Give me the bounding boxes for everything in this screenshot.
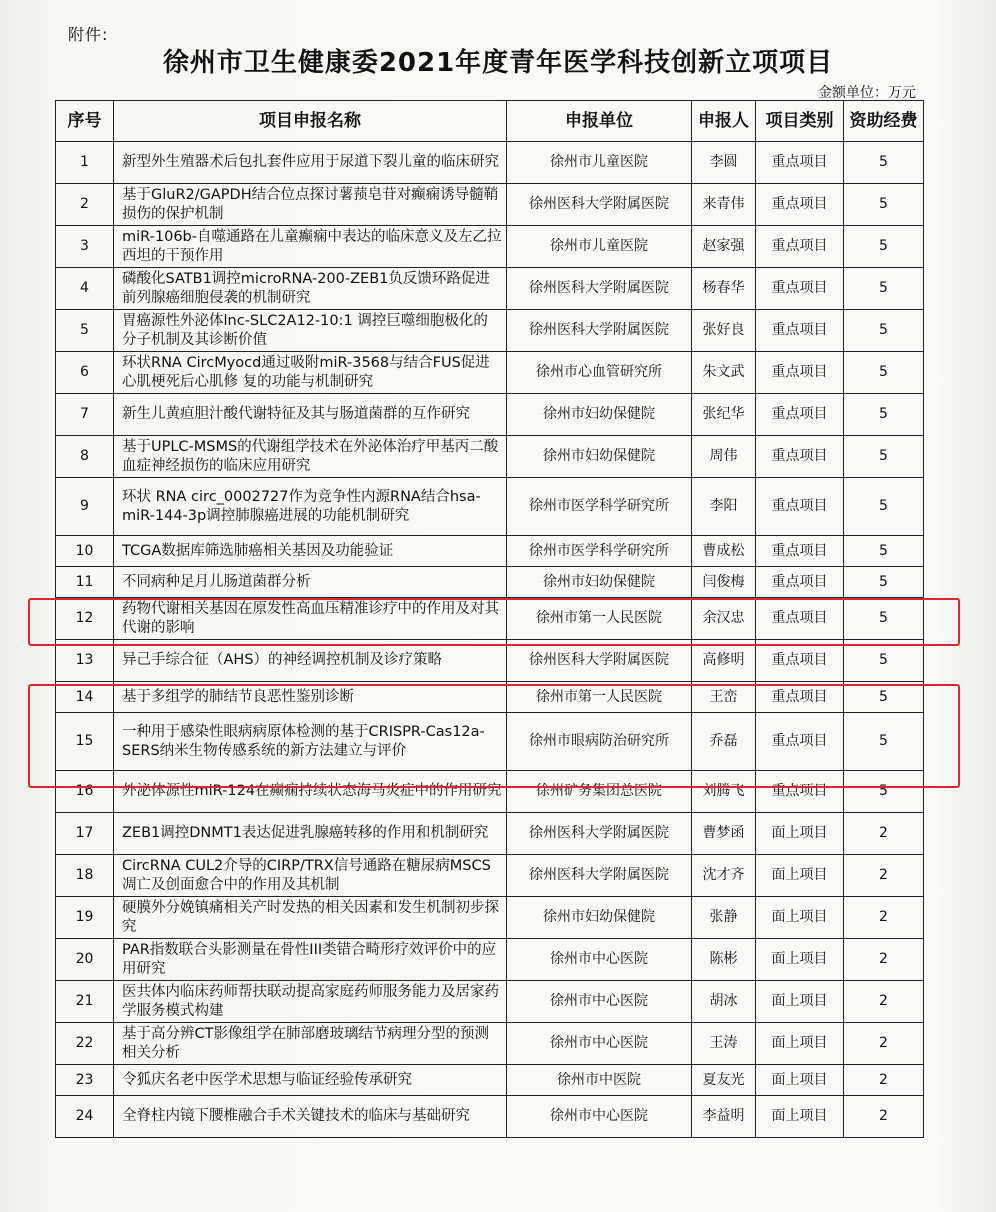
table-body	[56, 142, 924, 1138]
project-category: 重点项目	[756, 640, 844, 682]
row-number: 18	[56, 855, 114, 897]
project-name: 药物代谢相关基因在原发性高血压精准诊疗中的作用及对其代谢的影响	[114, 598, 507, 640]
table-row	[56, 771, 924, 813]
applicant-unit: 徐州医科大学附属医院	[507, 184, 692, 226]
table-row	[56, 855, 924, 897]
table-row	[56, 226, 924, 268]
funding-amount: 2	[844, 1065, 924, 1096]
applicant-name: 杨春华	[692, 268, 756, 310]
table-row	[56, 536, 924, 567]
funding-amount: 5	[844, 536, 924, 567]
funding-amount: 2	[844, 939, 924, 981]
project-name: 医共体内临床药师帮扶联动提高家庭药师服务能力及居家药学服务模式构建	[114, 981, 507, 1023]
project-name: ZEB1调控DNMT1表达促进乳腺癌转移的作用和机制研究	[114, 813, 507, 855]
row-number: 3	[56, 226, 114, 268]
project-name: PAR指数联合头影测量在骨性III类错合畸形疗效评价中的应用研究	[114, 939, 507, 981]
row-number: 10	[56, 536, 114, 567]
row-number: 7	[56, 394, 114, 436]
amount-unit-note: 金额单位：万元	[818, 85, 916, 101]
table-row	[56, 1065, 924, 1096]
applicant-name: 周伟	[692, 436, 756, 478]
attachment-label: 附件:	[68, 25, 109, 44]
applicant-name: 李阳	[692, 478, 756, 536]
funding-amount: 5	[844, 567, 924, 598]
applicant-unit: 徐州市心血管研究所	[507, 352, 692, 394]
applicant-name: 余汉忠	[692, 598, 756, 640]
project-name: miR-106b-自噬通路在儿童癫痫中表达的临床意义及左乙拉西坦的干预作用	[114, 226, 507, 268]
applicant-unit: 徐州医科大学附属医院	[507, 855, 692, 897]
project-category: 重点项目	[756, 598, 844, 640]
project-category: 面上项目	[756, 1096, 844, 1138]
table-row	[56, 352, 924, 394]
header-applicant: 申报人	[692, 101, 756, 142]
table-header-row	[56, 101, 924, 142]
applicant-unit: 徐州市眼病防治研究所	[507, 713, 692, 771]
row-number: 6	[56, 352, 114, 394]
applicant-unit: 徐州医科大学附属医院	[507, 268, 692, 310]
applicant-unit: 徐州市妇幼保健院	[507, 567, 692, 598]
applicant-name: 胡冰	[692, 981, 756, 1023]
project-name: 外泌体源性miR-124在癫痫持续状态海马炎症中的作用研究	[114, 771, 507, 813]
row-number: 12	[56, 598, 114, 640]
project-category: 重点项目	[756, 682, 844, 713]
project-category: 面上项目	[756, 897, 844, 939]
applicant-name: 张静	[692, 897, 756, 939]
row-number: 1	[56, 142, 114, 184]
project-name: 胃癌源性外泌体lnc-SLC2A12-10:1 调控巨噬细胞极化的分子机制及其诊断价值	[114, 310, 507, 352]
funding-amount: 5	[844, 226, 924, 268]
table-row	[56, 939, 924, 981]
applicant-name: 赵家强	[692, 226, 756, 268]
row-number: 15	[56, 713, 114, 771]
project-name: 异己手综合征（AHS）的神经调控机制及诊疗策略	[114, 640, 507, 682]
applicant-unit: 徐州医科大学附属医院	[507, 640, 692, 682]
applicant-name: 乔磊	[692, 713, 756, 771]
applicant-name: 曹成松	[692, 536, 756, 567]
table-row	[56, 640, 924, 682]
funding-amount: 5	[844, 142, 924, 184]
applicant-unit: 徐州市第一人民医院	[507, 598, 692, 640]
project-category: 重点项目	[756, 713, 844, 771]
table-row	[56, 1096, 924, 1138]
project-category: 面上项目	[756, 1065, 844, 1096]
table-row	[56, 682, 924, 713]
project-category: 重点项目	[756, 436, 844, 478]
applicant-name: 李圆	[692, 142, 756, 184]
funding-amount: 5	[844, 436, 924, 478]
applicant-unit: 徐州矿务集团总医院	[507, 771, 692, 813]
funding-amount: 5	[844, 478, 924, 536]
project-name: 基于高分辨CT影像组学在肺部磨玻璃结节病理分型的预测相关分析	[114, 1023, 507, 1065]
applicant-name: 来青伟	[692, 184, 756, 226]
project-category: 重点项目	[756, 771, 844, 813]
row-number: 22	[56, 1023, 114, 1065]
header-project-name: 项目申报名称	[114, 101, 507, 142]
table-row	[56, 268, 924, 310]
row-number: 11	[56, 567, 114, 598]
funding-amount: 2	[844, 1023, 924, 1065]
applicant-unit: 徐州市医学科学研究所	[507, 536, 692, 567]
table-row	[56, 1023, 924, 1065]
project-category: 重点项目	[756, 142, 844, 184]
project-category: 重点项目	[756, 536, 844, 567]
applicant-unit: 徐州市中心医院	[507, 981, 692, 1023]
header-category: 项目类别	[756, 101, 844, 142]
project-name: 基于GluR2/GAPDH结合位点探讨薯蓣皂苷对癫痫诱导髓鞘损伤的保护机制	[114, 184, 507, 226]
funding-amount: 2	[844, 1096, 924, 1138]
table-row	[56, 142, 924, 184]
project-category: 重点项目	[756, 226, 844, 268]
table-row	[56, 310, 924, 352]
applicant-unit: 徐州市妇幼保健院	[507, 394, 692, 436]
row-number: 23	[56, 1065, 114, 1096]
applicant-unit: 徐州市中心医院	[507, 1096, 692, 1138]
funding-amount: 5	[844, 352, 924, 394]
applicant-unit: 徐州市中心医院	[507, 1023, 692, 1065]
page-title: 徐州市卫生健康委2021年度青年医学科技创新立项项目	[162, 48, 834, 78]
project-category: 面上项目	[756, 981, 844, 1023]
applicant-name: 刘腾飞	[692, 771, 756, 813]
row-number: 16	[56, 771, 114, 813]
applicant-unit: 徐州市中医院	[507, 1065, 692, 1096]
table-row	[56, 394, 924, 436]
table-row	[56, 598, 924, 640]
applicant-name: 陈彬	[692, 939, 756, 981]
applicant-name: 高修明	[692, 640, 756, 682]
applicant-name: 朱文武	[692, 352, 756, 394]
row-number: 13	[56, 640, 114, 682]
project-category: 面上项目	[756, 939, 844, 981]
project-name: 一种用于感染性眼病病原体检测的基于CRISPR-Cas12a-SERS纳米生物传感系统的新方法建立与评价	[114, 713, 507, 771]
funding-amount: 5	[844, 771, 924, 813]
table-row	[56, 897, 924, 939]
table-row	[56, 436, 924, 478]
row-number: 4	[56, 268, 114, 310]
project-category: 面上项目	[756, 1023, 844, 1065]
project-name: 磷酸化SATB1调控microRNA-200-ZEB1负反馈环路促进前列腺癌细胞侵袭的机制研究	[114, 268, 507, 310]
project-name: 全脊柱内镜下腰椎融合手术关键技术的临床与基础研究	[114, 1096, 507, 1138]
project-name: 不同病种足月儿肠道菌群分析	[114, 567, 507, 598]
applicant-unit: 徐州市医学科学研究所	[507, 478, 692, 536]
project-category: 重点项目	[756, 310, 844, 352]
project-name: 新生儿黄疸胆汁酸代谢特征及其与肠道菌群的互作研究	[114, 394, 507, 436]
applicant-name: 王涛	[692, 1023, 756, 1065]
table-row	[56, 184, 924, 226]
applicant-name: 张好良	[692, 310, 756, 352]
funding-amount: 5	[844, 713, 924, 771]
header-unit: 申报单位	[507, 101, 692, 142]
applicant-unit: 徐州市儿童医院	[507, 142, 692, 184]
header-funding: 资助经费	[844, 101, 924, 142]
project-category: 面上项目	[756, 855, 844, 897]
funding-amount: 2	[844, 813, 924, 855]
funding-amount: 5	[844, 394, 924, 436]
applicant-name: 夏友光	[692, 1065, 756, 1096]
row-number: 24	[56, 1096, 114, 1138]
row-number: 20	[56, 939, 114, 981]
applicant-unit: 徐州市儿童医院	[507, 226, 692, 268]
project-name: 硬膜外分娩镇痛相关产时发热的相关因素和发生机制初步探究	[114, 897, 507, 939]
applicant-name: 王峦	[692, 682, 756, 713]
project-name: CircRNA CUL2介导的CIRP/TRX信号通路在糖尿病MSCS凋亡及创面愈合中的作用及其机制	[114, 855, 507, 897]
applicant-name: 闫俊梅	[692, 567, 756, 598]
applicant-unit: 徐州市第一人民医院	[507, 682, 692, 713]
funding-amount: 5	[844, 310, 924, 352]
funding-amount: 2	[844, 981, 924, 1023]
applicant-unit: 徐州市妇幼保健院	[507, 897, 692, 939]
table-row	[56, 713, 924, 771]
applicant-unit: 徐州医科大学附属医院	[507, 813, 692, 855]
funding-amount: 5	[844, 682, 924, 713]
project-category: 重点项目	[756, 567, 844, 598]
applicant-name: 张纪华	[692, 394, 756, 436]
row-number: 8	[56, 436, 114, 478]
project-category: 重点项目	[756, 394, 844, 436]
row-number: 21	[56, 981, 114, 1023]
applicant-name: 曹梦函	[692, 813, 756, 855]
table-row	[56, 478, 924, 536]
funding-amount: 5	[844, 268, 924, 310]
applicant-unit: 徐州医科大学附属医院	[507, 310, 692, 352]
project-table	[55, 100, 924, 1138]
table-row	[56, 813, 924, 855]
applicant-name: 李益明	[692, 1096, 756, 1138]
applicant-unit: 徐州市中心医院	[507, 939, 692, 981]
funding-amount: 2	[844, 897, 924, 939]
project-name: 基于多组学的肺结节良恶性鉴别诊断	[114, 682, 507, 713]
row-number: 17	[56, 813, 114, 855]
funding-amount: 5	[844, 598, 924, 640]
row-number: 14	[56, 682, 114, 713]
project-name: TCGA数据库筛选肺癌相关基因及功能验证	[114, 536, 507, 567]
project-category: 重点项目	[756, 268, 844, 310]
project-name: 环状 RNA circ_0002727作为竞争性内源RNA结合hsa-miR-144-3p调控肺腺癌进展的功能机制研究	[114, 478, 507, 536]
row-number: 9	[56, 478, 114, 536]
project-category: 重点项目	[756, 184, 844, 226]
project-category: 重点项目	[756, 352, 844, 394]
row-number: 19	[56, 897, 114, 939]
project-name: 新型外生殖器术后包扎套件应用于尿道下裂儿童的临床研究	[114, 142, 507, 184]
applicant-name: 沈才齐	[692, 855, 756, 897]
project-category: 重点项目	[756, 478, 844, 536]
funding-amount: 5	[844, 640, 924, 682]
row-number: 5	[56, 310, 114, 352]
row-number: 2	[56, 184, 114, 226]
applicant-unit: 徐州市妇幼保健院	[507, 436, 692, 478]
project-name: 环状RNA CircMyocd通过吸附miR-3568与结合FUS促进心肌梗死后心肌修 复的功能与机制研究	[114, 352, 507, 394]
header-no: 序号	[56, 101, 114, 142]
table-row	[56, 567, 924, 598]
funding-amount: 2	[844, 855, 924, 897]
project-name: 令狐庆名老中医学术思想与临证经验传承研究	[114, 1065, 507, 1096]
funding-amount: 5	[844, 184, 924, 226]
project-category: 面上项目	[756, 813, 844, 855]
project-name: 基于UPLC-MSMS的代谢组学技术在外泌体治疗甲基丙二酸血症神经损伤的临床应用研究	[114, 436, 507, 478]
table-row	[56, 981, 924, 1023]
